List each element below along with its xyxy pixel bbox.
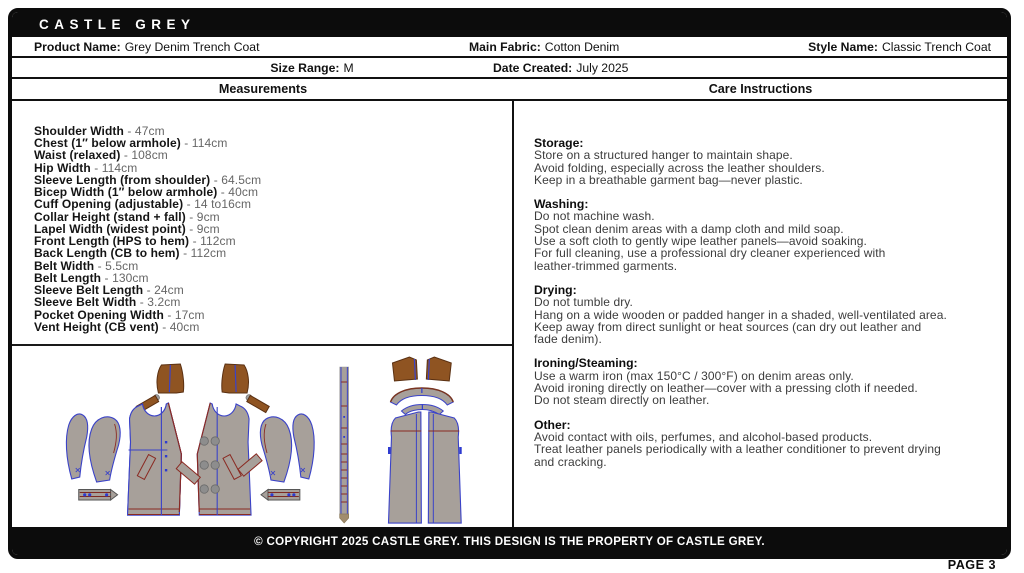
care-line: Use a soft cloth to gently wipe leather panels—avoid soaking. xyxy=(534,234,867,249)
sleeve-pieces-right xyxy=(260,414,314,482)
measurement-row: Sleeve Belt Width - 3.2cm xyxy=(34,295,181,310)
care-instructions-header: Care Instructions xyxy=(708,82,813,96)
measurements-header: Measurements xyxy=(218,82,308,96)
care-line: Store on a structured hanger to maintain shape. xyxy=(534,148,793,163)
measurement-row: Cuff Opening (adjustable) - 14 to16cm xyxy=(34,197,252,212)
care-line: fade denim). xyxy=(534,332,602,347)
care-section xyxy=(534,284,1007,345)
front-panel-left xyxy=(128,403,182,515)
measurement-row: Hip Width - 114cm xyxy=(34,160,138,175)
back-yoke-left xyxy=(392,357,417,381)
care-line: Avoid contact with oils, perfumes, and alcohol-based products. xyxy=(534,429,873,444)
product-name-value: Grey Denim Trench Coat xyxy=(124,39,260,54)
measurement-row: Shoulder Width - 47cm xyxy=(34,124,165,138)
care-section-title: Storage: xyxy=(534,136,584,150)
care-line: Do not machine wash. xyxy=(534,209,655,224)
care-section-title: Drying: xyxy=(534,282,577,297)
tech-pack-document xyxy=(8,8,1011,559)
measurement-row: Sleeve Belt Length - 24cm xyxy=(34,283,184,298)
care-line: Hang on a wide wooden or padded hanger in a shaded, well-ventilated area. xyxy=(534,307,947,322)
measurement-row: Lapel Width (widest point) - 9cm xyxy=(34,221,220,236)
date-created-field xyxy=(493,58,628,77)
back-yoke-right xyxy=(426,357,451,381)
size-range-label: Size Range: xyxy=(270,60,340,75)
front-panel-right xyxy=(197,403,251,515)
cuff-strap-right xyxy=(261,489,300,500)
care-line: Use a warm iron (max 150°C / 300°F) on denim areas only. xyxy=(534,368,854,383)
section-header-row xyxy=(12,79,1007,101)
care-line: Do not steam directly on leather. xyxy=(534,393,710,408)
care-line: Do not tumble dry. xyxy=(534,295,633,310)
date-created-label: Date Created: xyxy=(493,60,573,75)
measurements-list xyxy=(12,101,512,333)
copyright-bar xyxy=(12,527,1007,555)
main-fabric-label: Main Fabric: xyxy=(469,39,541,54)
care-line: Keep in a breathable garment bag—never plastic. xyxy=(534,172,803,187)
care-section-title: Washing: xyxy=(534,197,589,212)
care-section xyxy=(534,419,1007,468)
date-created-value: July 2025 xyxy=(576,60,629,75)
care-section-title: Ironing/Steaming: xyxy=(534,356,638,371)
waist-belt xyxy=(340,367,349,523)
cuff-strap-left xyxy=(79,489,118,500)
main-fabric-field xyxy=(469,37,619,56)
brand-title: CASTLE GREY xyxy=(39,17,196,32)
measurement-row: Vent Height (CB vent) - 40cm xyxy=(34,319,200,334)
measurement-row: Chest (1″ below armhole) - 114cm xyxy=(34,136,228,151)
style-name-value: Classic Trench Coat xyxy=(881,39,991,54)
care-section-title: Other: xyxy=(534,417,571,432)
care-section xyxy=(534,137,1007,186)
style-name-label: Style Name: xyxy=(808,39,878,54)
shoulder-yoke-right xyxy=(222,364,249,393)
measurement-row: Belt Width - 5.5cm xyxy=(34,258,139,273)
main-fabric-value: Cotton Denim xyxy=(544,39,620,54)
measurement-row: Sleeve Length (from shoulder) - 64.5cm xyxy=(34,172,262,187)
care-line: Spot clean denim areas with a damp cloth and mild soap. xyxy=(534,221,844,236)
pattern-illustration-area xyxy=(12,346,512,527)
back-panel-right xyxy=(428,412,461,523)
product-name-field xyxy=(34,37,259,56)
measurement-row: Pocket Opening Width - 17cm xyxy=(34,307,205,322)
epaulette-right xyxy=(244,394,269,413)
info-row-2 xyxy=(12,58,1007,79)
measurement-row: Collar Height (stand + fall) - 9cm xyxy=(34,209,220,224)
care-section xyxy=(534,357,1007,406)
pattern-illustration xyxy=(12,346,512,527)
size-range-value: M xyxy=(343,60,354,75)
content-area xyxy=(12,101,1007,527)
care-line: For full cleaning, use a professional dry cleaner experienced with xyxy=(534,246,886,261)
measurement-row: Belt Length - 130cm xyxy=(34,270,149,285)
info-row-1 xyxy=(12,37,1007,58)
measurements-column xyxy=(12,101,514,527)
care-instructions-column xyxy=(514,101,1007,527)
care-line: and cracking. xyxy=(534,454,607,469)
measurement-row: Bicep Width (1″ below armhole) - 40cm xyxy=(34,185,259,200)
measurement-row: Front Length (HPS to hem) - 112cm xyxy=(34,234,236,249)
care-line: Avoid ironing directly on leather—cover with a pressing cloth if needed. xyxy=(534,381,918,396)
page-number: PAGE 3 xyxy=(947,558,996,572)
copyright-text: © COPYRIGHT 2025 CASTLE GREY. THIS DESIGN IS THE PROPERTY OF CASTLE GREY. xyxy=(254,534,765,548)
sleeve-pieces-left xyxy=(66,414,120,482)
shoulder-yoke-left xyxy=(157,364,184,393)
care-line: Keep away from direct sunlight or heat sources (can dry out leather and xyxy=(534,319,922,334)
measurement-row: Waist (relaxed) - 108cm xyxy=(34,148,168,163)
care-list xyxy=(534,137,1007,468)
care-line: Avoid folding, especially across the leather shoulders. xyxy=(534,160,825,175)
product-name-label: Product Name: xyxy=(34,39,121,54)
style-name-field xyxy=(808,37,991,56)
brand-title-bar xyxy=(12,12,1007,37)
care-line: Treat leather panels periodically with a leather conditioner to prevent drying xyxy=(534,442,941,457)
collar-piece xyxy=(390,388,453,405)
care-line: leather-trimmed garments. xyxy=(534,258,678,273)
measurement-row: Back Length (CB to hem) - 112cm xyxy=(34,246,227,261)
care-section xyxy=(534,198,1007,272)
back-panel-left xyxy=(388,412,421,523)
